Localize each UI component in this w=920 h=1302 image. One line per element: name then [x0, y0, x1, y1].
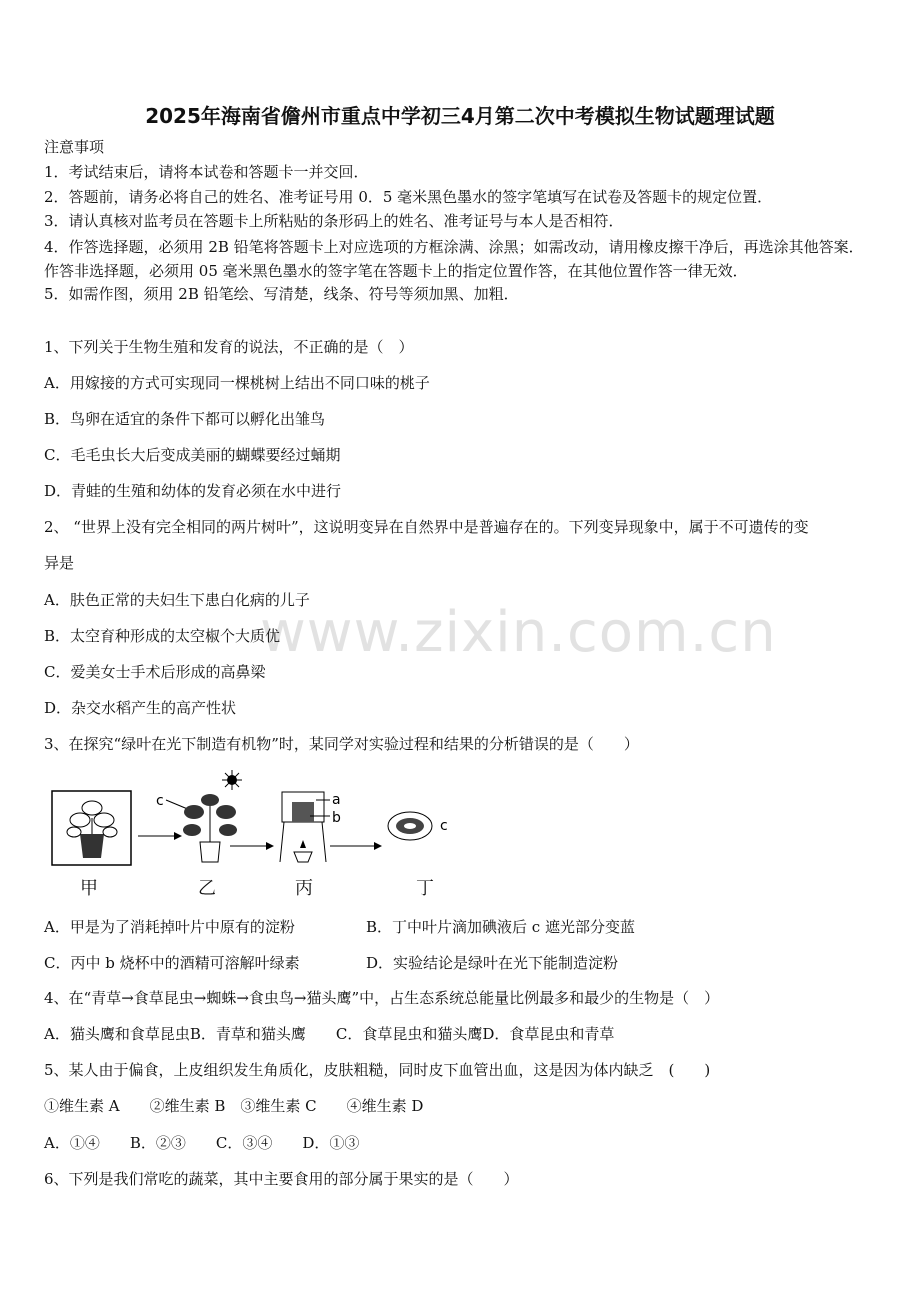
potted-plant-b — [183, 794, 237, 862]
q6-stem: 6、下列是我们常吃的蔬菜，其中主要食用的部分属于果实的是（ ） — [44, 1170, 519, 1188]
q2-stem-line2: 异是 — [44, 554, 75, 572]
fig-label-jia: 甲 — [80, 878, 98, 899]
arrow-2-head — [266, 842, 274, 850]
experiment-diagram — [44, 770, 464, 870]
sun-icon — [222, 770, 242, 790]
q1-option-d: D．青蛙的生殖和幼体的发育必须在水中进行 — [44, 482, 342, 500]
page-title: 2025年海南省儋州市重点中学初三4月第二次中考模拟生物试题理试题 — [145, 104, 775, 128]
q2-option-a: A．肤色正常的夫妇生下患白化病的儿子 — [44, 591, 310, 609]
q2-option-b: B．太空育种形成的太空椒个大质优 — [44, 627, 281, 645]
arrow-3-head — [374, 842, 382, 850]
q1-option-c: C．毛毛虫长大后变成美丽的蝴蝶要经过蛹期 — [44, 446, 341, 464]
q5-items: ①维生素 A ②维生素 B ③维生素 C ④维生素 D — [44, 1097, 424, 1115]
q3-option-b: B．丁中叶片滴加碘液后 c 遮光部分变蓝 — [366, 918, 635, 936]
mark-c-ding: c — [440, 818, 448, 834]
q1-option-a: A．用嫁接的方式可实现同一棵桃树上结出不同口味的桃子 — [44, 374, 430, 392]
fig-label-ding: 丁 — [416, 878, 434, 899]
mark-b: b — [332, 810, 341, 826]
q3-option-a: A．甲是为了消耗掉叶片中原有的淀粉 — [44, 918, 295, 936]
q2-option-d: D．杂交水稻产生的高产性状 — [44, 699, 237, 717]
q1-option-b: B．鸟卵在适宜的条件下都可以孵化出雏鸟 — [44, 410, 326, 428]
mark-a: a — [332, 792, 341, 808]
stained-leaf — [388, 812, 432, 840]
notice-heading: 注意事项 — [44, 138, 105, 156]
q3-stem: 3、在探究“绿叶在光下制造有机物”时，某同学对实验过程和结果的分析错误的是（ ） — [44, 735, 639, 753]
notice-item-1: 1．考试结束后，请将本试卷和答题卡一并交回． — [44, 163, 369, 181]
q3-figure — [44, 770, 464, 899]
notice-item-3: 3．请认真核对监考员在答题卡上所粘贴的条形码上的姓名、准考证号与本人是否相符． — [44, 212, 624, 230]
q5-options: A．①④ B．②③ C．③④ D．①③ — [44, 1134, 360, 1152]
mark-c-yi: c — [156, 793, 164, 809]
q2-stem-line1: 2、 “世界上没有完全相同的两片树叶”，这说明变异在自然界中是普遍存在的。下列变异现象中，属于不可遗传的变 — [44, 518, 809, 536]
q1-stem: 1、下列关于生物生殖和发育的说法，不正确的是（ ） — [44, 338, 414, 356]
arrow-1-head — [174, 832, 182, 840]
potted-plant-a — [67, 801, 117, 858]
q2-option-c: C．爱美女士手术后形成的高鼻梁 — [44, 663, 266, 681]
q3-option-c: C．丙中 b 烧杯中的酒精可溶解叶绿素 — [44, 954, 300, 972]
notice-item-2: 2．答题前，请务必将自己的姓名、准考证号用 0．5 毫米黑色墨水的签字笔填写在试卷及答题卡的规定位置． — [44, 188, 773, 206]
fig-label-yi: 乙 — [198, 878, 216, 899]
water-bath-apparatus — [280, 792, 326, 862]
q5-stem: 5、某人由于偏食，上皮组织发生角质化，皮肤粗糙，同时皮下血管出血，这是因为体内缺乏 ( ) — [44, 1061, 711, 1079]
q4-stem: 4、在“青草→食草昆虫→蜘蛛→食虫鸟→猫头鹰”中，占生态系统总能量比例最多和最少的生物是（ ） — [44, 989, 720, 1007]
q3-option-d: D．实验结论是绿叶在光下能制造淀粉 — [366, 954, 619, 972]
notice-item-4: 4．作答选择题，必须用 2B 铅笔将答题卡上对应选项的方框涂满、涂黑；如需改动，请用橡皮擦干净后，再选涂其他答案．作答非选择题，必须用 05 毫米黑色墨水的签字笔在答题卡上的指定位置作答，在其他位置作答一律无效． — [44, 238, 864, 280]
fig-label-bing: 丙 — [295, 878, 313, 899]
q4-options: A．猫头鹰和食草昆虫B．青草和猫头鹰 C．食草昆虫和猫头鹰D．食草昆虫和青草 — [44, 1025, 615, 1043]
watermark: www.zixin.com.cn — [260, 600, 777, 665]
notice-item-5: 5．如需作图，须用 2B 铅笔绘、写清楚，线条、符号等须加黑、加粗． — [44, 285, 519, 303]
